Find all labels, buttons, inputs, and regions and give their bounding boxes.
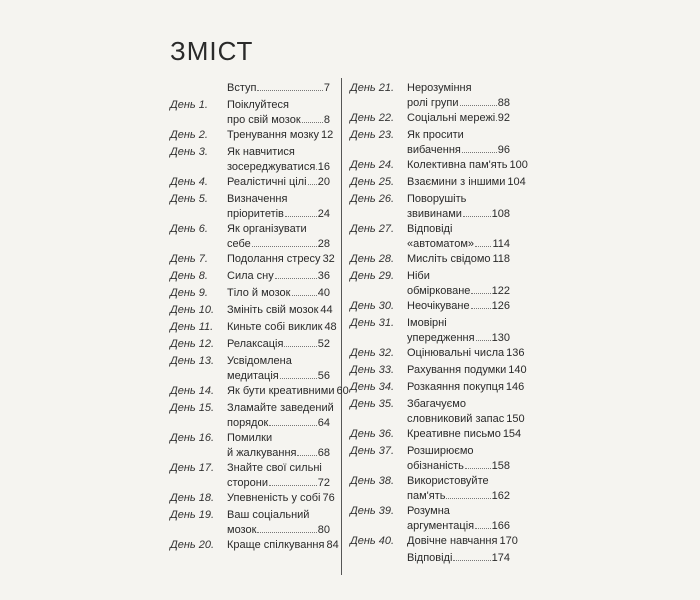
toc-title-line: Поворушіть: [407, 193, 467, 205]
toc-entry-title: [407, 192, 510, 221]
toc-page-number: 7: [323, 82, 330, 94]
toc-day-label: День 18.: [170, 492, 215, 504]
toc-entry-title: [227, 401, 334, 430]
toc-title-line: упередження: [407, 331, 475, 344]
toc-entry-title: [227, 337, 330, 352]
toc-title-line: Тіло й мозок: [227, 287, 291, 299]
toc-page-number: 12: [320, 129, 334, 141]
toc-page-number: 150: [506, 412, 525, 425]
toc-day-label: День 22.: [350, 112, 395, 124]
toc-title-line: Релаксація: [227, 338, 284, 350]
toc-title-line: Краще спілкування: [227, 539, 325, 551]
toc-page-number: 20: [317, 176, 330, 188]
toc-day-label: День 33.: [350, 364, 395, 376]
toc-entry-title: [407, 551, 510, 566]
toc-leader-dots: [297, 446, 316, 456]
toc-day-label: День 14.: [170, 385, 215, 397]
toc-title-line: словниковий запас: [407, 412, 505, 425]
toc-page-number: 146: [505, 381, 525, 393]
toc-entry-title: [407, 363, 527, 378]
toc-leader-dots: [292, 286, 317, 296]
toc-title-line: обізнаність: [407, 459, 464, 472]
toc-title-line: Довічне навчання: [407, 535, 498, 547]
toc-title-line: звивинами: [407, 207, 462, 220]
toc-day-label: День 7.: [170, 253, 208, 265]
toc-entry-title: [407, 427, 522, 442]
toc-title-line: про свій мозок: [227, 113, 301, 126]
toc-entry-title: [227, 252, 335, 267]
toc-page-number: 48: [324, 321, 337, 333]
toc-page-number: 170: [499, 535, 518, 547]
toc-entry-title: [407, 444, 510, 473]
toc-page-number: 162: [491, 489, 510, 502]
toc-entry-title: [227, 145, 330, 174]
toc-day-label: День 8.: [170, 270, 208, 282]
toc-leader-dots: [257, 523, 316, 533]
toc-leader-dots: [280, 369, 317, 379]
toc-day-label: День 29.: [350, 270, 395, 282]
toc-entry-title: [227, 81, 330, 96]
toc-day-label: День 15.: [170, 402, 215, 414]
toc-leader-dots: [284, 337, 316, 347]
toc-leader-dots: [465, 459, 491, 469]
toc-title-line: Зламайте заведений: [227, 402, 334, 414]
toc-entry-title: [407, 299, 510, 314]
toc-title-line: Як просити: [407, 129, 464, 141]
toc-title-line: сторони: [227, 476, 268, 489]
toc-title-line: Визначення: [227, 193, 288, 205]
toc-entry-title: [227, 128, 334, 143]
toc-title-line: порядок: [227, 416, 269, 429]
toc-title-line: Використовуйте: [407, 475, 489, 487]
toc-page-number: 52: [317, 338, 330, 350]
toc-day-label: День 16.: [170, 432, 215, 444]
toc-title-line: Розумна: [407, 505, 450, 517]
page-title: ЗМІСТ: [170, 36, 254, 66]
toc-entry-title: [227, 303, 333, 318]
toc-leader-dots: [476, 331, 491, 341]
toc-title-line: Як навчитися: [227, 146, 295, 158]
toc-title-line: Упевненість у собі: [227, 492, 321, 504]
toc-leader-dots: [308, 175, 317, 185]
toc-title-line: Відповіді: [407, 223, 453, 235]
toc-entry-title: [227, 269, 330, 284]
toc-day-label: День 40.: [350, 535, 395, 547]
toc-page-number: 88: [497, 96, 510, 109]
toc-title-line: Відповіді: [407, 552, 453, 564]
toc-title-line: Киньте собі виклик: [227, 321, 323, 333]
toc-title-line: обмірковане: [407, 284, 471, 297]
toc-entry-title: [407, 380, 525, 395]
toc-title-line: Подолання стресу: [227, 253, 321, 265]
toc-day-label: День 3.: [170, 146, 208, 158]
toc-page-number: 130: [491, 331, 510, 344]
toc-page-number: 166: [491, 519, 510, 532]
toc-leader-dots: [269, 476, 317, 486]
toc-title-line: пам'ять: [407, 489, 446, 502]
toc-page-number: 136: [506, 347, 525, 359]
toc-day-label: День 9.: [170, 287, 208, 299]
toc-title-line: аргументація: [407, 519, 475, 532]
toc-leader-dots: [471, 284, 490, 294]
toc-title-line: Вступ: [227, 82, 257, 94]
toc-title-line: пріоритетів: [227, 207, 284, 220]
toc-entry-title: [407, 128, 510, 157]
toc-title-line: Креативне письмо: [407, 428, 501, 440]
toc-leader-dots: [462, 143, 497, 153]
toc-page-number: 68: [317, 446, 330, 459]
toc-entry-title: [407, 316, 510, 345]
toc-page-number: 28: [317, 237, 330, 250]
toc-day-label: День 5.: [170, 193, 208, 205]
toc-title-line: Як організувати: [227, 223, 307, 235]
toc-page-number: 174: [491, 552, 510, 564]
toc-entry-title: [227, 354, 330, 383]
toc-page-number: 96: [497, 143, 510, 156]
toc-day-label: День 6.: [170, 223, 208, 235]
toc-title-line: мозок: [227, 523, 257, 536]
toc-day-label: День 28.: [350, 253, 395, 265]
toc-leader-dots: [471, 299, 491, 309]
toc-page-number: 16: [317, 160, 330, 173]
toc-entry-title: [407, 346, 525, 361]
toc-day-label: День 24.: [350, 159, 395, 171]
toc-entry-title: [407, 534, 518, 549]
toc-title-line: Соціальні мережі: [407, 112, 496, 124]
toc-title-line: й жалкування: [227, 446, 297, 459]
toc-title-line: Реалістичні цілі: [227, 176, 307, 188]
toc-day-label: День 25.: [350, 176, 395, 188]
toc-page-number: 114: [492, 237, 510, 250]
toc-title-line: Неочікуване: [407, 300, 470, 312]
toc-title-line: Рахування подумки: [407, 364, 507, 376]
toc-page-number: 126: [491, 300, 510, 312]
toc-leader-dots: [460, 96, 497, 106]
toc-title-line: Збагачуємо: [407, 398, 466, 410]
toc-entry-title: [407, 81, 510, 110]
toc-page-number: 44: [320, 304, 333, 316]
toc-title-line: «автоматом»: [407, 237, 475, 250]
toc-page-number: 84: [326, 539, 339, 551]
toc-entry-title: [407, 158, 528, 173]
toc-day-label: День 37.: [350, 445, 395, 457]
toc-entry-title: [227, 431, 330, 460]
toc-day-label: День 31.: [350, 317, 395, 329]
toc-title-line: себе: [227, 237, 251, 250]
toc-leader-dots: [257, 81, 322, 91]
toc-leader-dots: [475, 519, 491, 529]
toc-day-label: День 12.: [170, 338, 215, 350]
toc-day-label: День 21.: [350, 82, 395, 94]
toc-entry-title: [407, 222, 510, 251]
toc-day-label: День 10.: [170, 304, 215, 316]
toc-day-label: День 11.: [170, 321, 214, 333]
toc-title-line: Змініть свій мозок: [227, 304, 319, 316]
toc-title-line: Взаємини з іншими: [407, 176, 506, 188]
toc-page-number: 36: [317, 270, 330, 282]
toc-page-number: 158: [491, 459, 510, 472]
toc-page-number: 64: [317, 416, 330, 429]
toc-day-label: День 39.: [350, 505, 395, 517]
toc-entry-title: [227, 320, 337, 335]
toc-day-label: День 19.: [170, 509, 215, 521]
toc-title-line: Поіклуйтеся: [227, 99, 289, 111]
toc-entry-title: [407, 397, 525, 426]
toc-page-number: 60: [336, 385, 349, 397]
toc-leader-dots: [285, 207, 317, 217]
toc-day-label: День 4.: [170, 176, 208, 188]
toc-title-line: Імовірні: [407, 317, 447, 329]
toc-day-label: День 35.: [350, 398, 395, 410]
toc-leader-dots: [302, 113, 323, 123]
toc-page-number: 8: [323, 113, 330, 126]
toc-entry-title: [407, 175, 526, 190]
toc-page-number: 122: [491, 284, 510, 297]
toc-leader-dots: [275, 269, 317, 279]
toc-title-line: Знайте свої сильні: [227, 462, 322, 474]
toc-title-line: ролі групи: [407, 96, 459, 109]
toc-leader-dots: [269, 416, 316, 426]
toc-entry-title: [227, 461, 330, 490]
toc-day-label: День 27.: [350, 223, 395, 235]
toc-page-number: 32: [322, 253, 335, 265]
column-divider: [341, 78, 342, 575]
toc-page-number: 108: [491, 207, 510, 220]
toc-title-line: медитація: [227, 369, 279, 382]
toc-entry-title: [227, 192, 330, 221]
toc-leader-dots: [446, 489, 490, 499]
toc-day-label: День 1.: [170, 99, 208, 111]
toc-page-number: 76: [322, 492, 335, 504]
toc-entry-title: [407, 474, 510, 503]
toc-entry-title: [407, 111, 510, 126]
toc-title-line: Оцінювальні числа: [407, 347, 505, 359]
toc-title-line: Мисліть свідомо: [407, 253, 491, 265]
toc-page-number: 118: [492, 253, 511, 265]
toc-day-label: День 17.: [170, 462, 215, 474]
toc-day-label: День 2.: [170, 129, 208, 141]
toc-title-line: Тренування мозку: [227, 129, 319, 141]
toc-page-number: 40: [317, 287, 330, 299]
toc-title-line: Помилки: [227, 432, 273, 444]
toc-page-number: 100: [509, 159, 528, 171]
toc-page-number: 56: [317, 369, 330, 382]
toc-page-number: 92: [497, 112, 510, 124]
toc-title-line: Усвідомлена: [227, 355, 292, 367]
toc-page-number: 80: [317, 523, 330, 536]
toc-entry-title: [227, 175, 330, 190]
toc-leader-dots: [453, 551, 490, 561]
toc-leader-dots: [463, 207, 491, 217]
toc-entry-title: [227, 508, 330, 537]
toc-day-label: День 30.: [350, 300, 395, 312]
toc-day-label: День 38.: [350, 475, 395, 487]
toc-title-line: Розширюємо: [407, 445, 474, 457]
toc-leader-dots: [496, 111, 497, 121]
toc-day-label: День 34.: [350, 381, 395, 393]
toc-day-label: День 13.: [170, 355, 215, 367]
toc-title-line: Сила сну: [227, 270, 274, 282]
toc-entry-title: [227, 286, 330, 301]
toc-entry-title: [407, 252, 510, 267]
toc-day-label: День 36.: [350, 428, 395, 440]
toc-title-line: Нерозуміння: [407, 82, 472, 94]
toc-title-line: вибачення: [407, 143, 461, 156]
toc-title-line: Як бути креативними: [227, 385, 335, 397]
toc-page-number: 140: [508, 364, 527, 376]
toc-leader-dots: [252, 237, 317, 247]
toc-entry-title: [407, 504, 510, 533]
toc-day-label: День 20.: [170, 539, 215, 551]
toc-entry-title: [227, 222, 330, 251]
toc-entry-title: [407, 269, 510, 298]
toc-entry-title: [227, 98, 330, 127]
toc-page-number: 154: [502, 428, 522, 440]
toc-entry-title: [227, 491, 335, 506]
toc-entry-title: [227, 384, 349, 399]
toc-day-label: День 26.: [350, 193, 395, 205]
toc-leader-dots: [475, 237, 491, 247]
toc-title-line: Ніби: [407, 270, 430, 282]
toc-page-number: 24: [317, 207, 330, 220]
toc-title-line: Колективна пам'ять: [407, 159, 508, 171]
toc-page-number: 104: [507, 176, 526, 188]
toc-entry-title: [227, 538, 339, 553]
toc-title-line: Ваш соціальний: [227, 509, 310, 521]
toc-day-label: День 32.: [350, 347, 395, 359]
toc-title-line: Розкаяння покупця: [407, 381, 504, 393]
toc-day-label: День 23.: [350, 129, 395, 141]
toc-title-line: зосереджуватися: [227, 160, 316, 173]
toc-page-number: 72: [317, 476, 330, 489]
